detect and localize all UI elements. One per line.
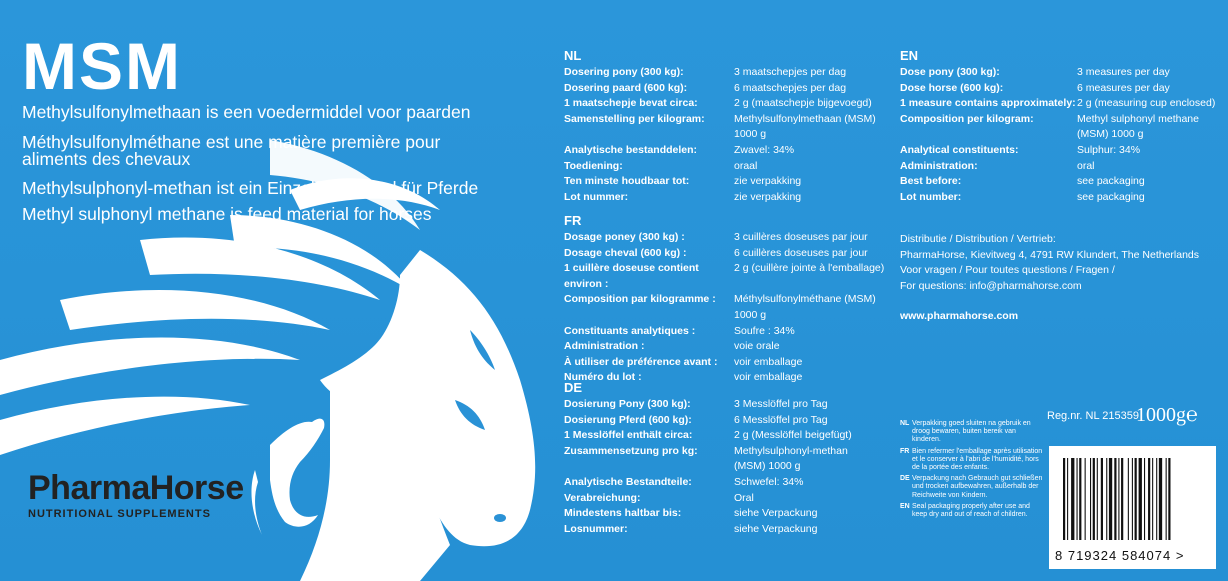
spec-row (564, 246, 884, 262)
spec-value: 2 g (measuring cup enclosed) (1077, 97, 1216, 110)
spec-value: voie orale (734, 340, 780, 353)
distributor-line: For questions: info@pharmahorse.com (900, 279, 1082, 292)
storage-item: NL Verpakking goed sluiten na gebruik en droog bewaren, buiten bereik van kinderen. (900, 420, 1031, 444)
website-link[interactable]: www.pharmahorse.com (900, 310, 1019, 322)
spec-row (564, 96, 876, 112)
section-en-heading: EN (900, 48, 919, 63)
spec-row (564, 397, 852, 413)
distributor-info (900, 232, 1199, 294)
spec-value: 6 Messlöffel pro Tag (734, 413, 828, 426)
spec-value: oraal (734, 159, 758, 172)
spec-label: Analytische Bestandteile: (564, 475, 692, 488)
description-en: Methyl sulphonyl methane is feed material for horses (22, 204, 432, 224)
spec-value: 1000 g (734, 128, 767, 141)
spec-label: Composition par kilogramme : (564, 293, 716, 306)
spec-row (900, 143, 1215, 159)
spec-row (564, 65, 876, 81)
spec-row (564, 261, 884, 292)
storage-item: FR Bien refermer l'emballage après utilisation et le conserver à l'abri de l'humidité, hors de la portée des enfants. (900, 447, 1043, 472)
spec-label: Mindestens haltbar bis: (564, 507, 682, 520)
spec-value: 1000 g (734, 308, 767, 321)
spec-value: siehe Verpackung (734, 507, 818, 520)
spec-row (564, 159, 876, 175)
spec-row (900, 174, 1215, 190)
spec-value: 3 maatschepjes per dag (734, 66, 847, 78)
spec-row (564, 475, 852, 491)
spec-label (900, 127, 1077, 143)
description-nl: Methylsulfonylmethaan is een voedermiddel voor paarden (22, 102, 471, 122)
spec-label: Verabreichung: (564, 491, 641, 504)
barcode-icon (1063, 458, 1203, 540)
section-de (564, 380, 852, 537)
distributor-line: Voor vragen / Pour toutes questions / Fragen / (900, 264, 1115, 277)
net-weight: 1000g℮ (1136, 404, 1199, 426)
barcode-number: 8 719324 584074 > (1055, 548, 1185, 563)
spec-label: Samenstelling per kilogram: (564, 112, 705, 125)
spec-row (564, 292, 884, 308)
spec-value: zie verpakking (734, 175, 802, 188)
section-nl (564, 48, 876, 205)
section-nl-heading: NL (564, 48, 582, 63)
spec-label: Composition per kilogram: (900, 112, 1034, 125)
spec-row (564, 230, 884, 246)
spec-label: Constituants analytiques : (564, 324, 696, 337)
spec-row (564, 444, 852, 460)
spec-row (564, 127, 876, 143)
spec-row (564, 491, 852, 507)
spec-value: Schwefel: 34% (734, 475, 804, 488)
spec-value: Methylsulphonyl-methan (734, 444, 848, 457)
brand-name: PharmaHorse (28, 469, 244, 507)
spec-label: Best before: (900, 175, 962, 188)
spec-label: Losnummer: (564, 522, 628, 535)
spec-label (564, 127, 734, 143)
spec-row (900, 190, 1215, 206)
spec-label: Dose pony (300 kg): (900, 66, 1000, 78)
spec-value: voir emballage (734, 355, 803, 368)
spec-value: voir emballage (734, 371, 803, 384)
spec-value: Zwavel: 34% (734, 143, 795, 156)
spec-value: (MSM) 1000 g (1077, 128, 1144, 141)
spec-label: Administration: (900, 159, 978, 172)
spec-label: Lot number: (900, 190, 962, 203)
spec-value: siehe Verpackung (734, 522, 818, 535)
spec-label: Dosierung Pferd (600 kg): (564, 413, 692, 426)
spec-row (564, 190, 876, 206)
description-fr-line2: aliments des chevaux (22, 149, 191, 169)
spec-label: Dosage cheval (600 kg) : (564, 246, 687, 259)
brand-subtitle: NUTRITIONAL SUPPLEMENTS (28, 508, 211, 520)
spec-row (900, 127, 1215, 143)
spec-row (900, 81, 1215, 97)
spec-label: 1 maatschepje bevat circa: (564, 97, 698, 110)
description-fr-line1: Méthylsulfonylméthane est une matière première pour (22, 132, 441, 152)
section-fr-heading: FR (564, 213, 582, 228)
section-de-heading: DE (564, 380, 583, 395)
spec-row (564, 355, 884, 371)
spec-row (900, 65, 1215, 81)
spec-label: Zusammensetzung pro kg: (564, 444, 698, 457)
spec-label (564, 459, 734, 475)
spec-label: Dosage poney (300 kg) : (564, 231, 685, 243)
spec-label: Dosering paard (600 kg): (564, 81, 688, 94)
spec-value: 2 g (maatschepje bijgevoegd) (734, 97, 872, 110)
spec-label: Dosering pony (300 kg): (564, 66, 684, 78)
description-de: Methylsulphonyl-methan ist ein Einzelfuttermittel für Pferde (22, 178, 479, 198)
spec-label: Lot nummer: (564, 190, 629, 203)
spec-value: Methylsulfonylmethaan (MSM) (734, 112, 876, 125)
spec-label: Toediening: (564, 159, 623, 172)
registration-number: Reg.nr. NL 215359 (1047, 410, 1139, 422)
storage-instructions (900, 420, 1045, 522)
spec-value: 6 measures per day (1077, 81, 1170, 94)
spec-label: Administration : (564, 340, 645, 353)
spec-value: oral (1077, 159, 1095, 172)
spec-label: Analytical constituents: (900, 143, 1019, 156)
brand-logo (28, 470, 283, 520)
spec-label: Analytische bestanddelen: (564, 143, 698, 156)
spec-row (564, 143, 876, 159)
spec-value: 3 Messlöffel pro Tag (734, 398, 828, 410)
spec-value: 2 g (cuillère jointe à l'emballage) (734, 262, 885, 275)
spec-value: 3 measures per day (1077, 66, 1170, 78)
spec-row (564, 174, 876, 190)
spec-row (564, 413, 852, 429)
spec-value: Sulphur: 34% (1077, 143, 1141, 156)
spec-row (564, 428, 852, 444)
spec-label (564, 308, 734, 324)
distributor-line: PharmaHorse, Kievitweg 4, 4791 RW Klundert, The Netherlands (900, 248, 1200, 261)
spec-row (564, 506, 852, 522)
spec-row (564, 112, 876, 128)
spec-value: 2 g (Messlöffel beigefügt) (734, 429, 852, 442)
spec-label: 1 Messlöffel enthält circa: (564, 429, 693, 442)
spec-label: Dose horse (600 kg): (900, 81, 1004, 94)
spec-value: 3 cuillères doseuses par jour (734, 231, 868, 243)
spec-value: Soufre : 34% (734, 324, 795, 337)
spec-value: (MSM) 1000 g (734, 460, 801, 473)
spec-row (564, 324, 884, 340)
spec-row (564, 81, 876, 97)
spec-label: 1 cuillère doseuse contient environ : (564, 262, 699, 290)
spec-value: Methyl sulphonyl methane (1077, 112, 1199, 125)
spec-value: zie verpakking (734, 190, 802, 203)
spec-row (900, 112, 1215, 128)
spec-value: see packaging (1077, 190, 1145, 203)
barcode-box (1049, 446, 1216, 569)
spec-value: Oral (734, 491, 754, 504)
spec-label: Ten minste houdbaar tot: (564, 175, 690, 188)
spec-row (900, 96, 1215, 112)
spec-value: 6 cuillères doseuses par jour (734, 246, 868, 259)
section-en (900, 48, 1215, 205)
spec-row (564, 339, 884, 355)
spec-row (564, 459, 852, 475)
storage-item: EN Seal packaging properly after use and keep dry and out of reach of children. (900, 502, 1030, 519)
spec-row (900, 159, 1215, 175)
spec-value: see packaging (1077, 175, 1145, 188)
spec-label: Dosierung Pony (300 kg): (564, 398, 691, 410)
spec-label: À utiliser de préférence avant : (564, 355, 718, 368)
spec-label: 1 measure contains approximately: (900, 97, 1076, 110)
section-fr (564, 213, 884, 386)
spec-value: Méthylsulfonylméthane (MSM) (734, 293, 876, 306)
spec-label: Numéro du lot : (564, 371, 642, 384)
storage-item: DE Verpackung nach Gebrauch gut schließen und trocken aufbewahren, außerhalb der Reichweite von Kindern. (900, 475, 1043, 499)
spec-value: 6 maatschepjes per dag (734, 81, 847, 94)
distributor-line: Distributie / Distribution / Vertrieb: (900, 233, 1056, 245)
spec-row (564, 522, 852, 538)
spec-row (564, 308, 884, 324)
product-title: MSM (22, 29, 182, 103)
